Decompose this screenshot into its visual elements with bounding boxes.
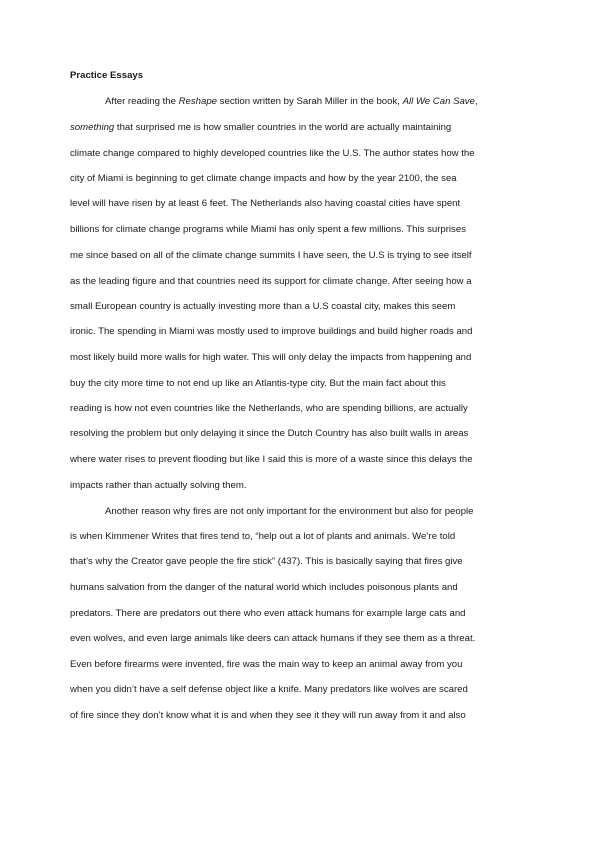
paragraph-1-line: city of Miami is beginning to get climate change impacts and how by the year 2100, the sea bbox=[70, 173, 457, 184]
paragraph-1-line: small European country is actually investing more than a U.S coastal city, makes this seem bbox=[70, 301, 456, 312]
paragraph-1-line: climate change compared to highly developed countries like the U.S. The author states how the bbox=[70, 148, 475, 159]
italic-book-title: All We Can Save bbox=[402, 96, 475, 107]
paragraph-2-line: is when Kimmener Writes that fires tend to, “help out a lot of plants and animals. We’re told bbox=[70, 531, 456, 542]
paragraph-2-line: of fire since they don’t know what it is and when they see it they will run away from it and also bbox=[70, 710, 466, 721]
paragraph-1-line: as the leading figure and that countries need its support for climate change. After seeing how a bbox=[70, 276, 472, 287]
paragraph-1-line: impacts rather than actually solving them. bbox=[70, 480, 247, 491]
paragraph-1-line: reading is how not even countries like the Netherlands, who are spending billions, are actually bbox=[70, 403, 468, 414]
paragraph-2-line: humans salvation from the danger of the natural world which includes poisonous plants and bbox=[70, 582, 458, 593]
text-run: , bbox=[474, 96, 478, 107]
paragraph-1-line: buy the city more time to not end up like an Atlantis-type city. But the main fact about this bbox=[70, 378, 446, 389]
paragraph-1-line: resolving the problem but only delaying it since the Dutch Country has also built walls in areas bbox=[70, 428, 469, 439]
paragraph-2-line: that’s why the Creator gave people the fire stick” (437). This is basically saying that fires give bbox=[70, 556, 463, 567]
paragraph-1-line: most likely build more walls for high water. This will only delay the impacts from happening and bbox=[70, 352, 472, 363]
paragraph-2-line-1: Another reason why fires are not only important for the environment but also for people bbox=[105, 506, 474, 517]
paragraph-1-line: billions for climate change programs while Miami has only spent a few millions. This surprises bbox=[70, 224, 466, 235]
italic-title-reshape: Reshape bbox=[178, 96, 218, 107]
paragraph-1-line: level will have risen by at least 6 feet. The Netherlands also having coastal cities have spent bbox=[70, 198, 461, 209]
page-title: Practice Essays bbox=[70, 70, 144, 81]
paragraph-2-line: when you didn’t have a self defense object like a knife. Many predators like wolves are scared bbox=[70, 684, 468, 695]
paragraph-2-line: Even before firearms were invented, fire was the main way to keep an animal away from you bbox=[70, 659, 463, 670]
paragraph-2-line: predators. There are predators out there who even attack humans for example large cats and bbox=[70, 608, 466, 619]
paragraph-1-line-1 bbox=[105, 95, 478, 108]
paragraph-1-line: me since based on all of the climate change summits I have seen, the U.S is trying to see itself bbox=[70, 250, 472, 261]
paragraph-1-line-2 bbox=[70, 121, 451, 134]
paragraph-1-line: where water rises to prevent flooding but like I said this is more of a waste since this delays the bbox=[70, 454, 473, 465]
text-run: section written by Sarah Miller in the book, bbox=[217, 96, 403, 107]
italic-word: something bbox=[70, 122, 115, 133]
text-run: that surprised me is how smaller countries in the world are actually maintaining bbox=[114, 122, 452, 133]
text-run: After reading the bbox=[105, 96, 179, 107]
paragraph-1-line: ironic. The spending in Miami was mostly used to improve buildings and build higher roads and bbox=[70, 326, 473, 337]
paragraph-2-line: even wolves, and even large animals like deers can attack humans if they see them as a threat. bbox=[70, 633, 476, 644]
